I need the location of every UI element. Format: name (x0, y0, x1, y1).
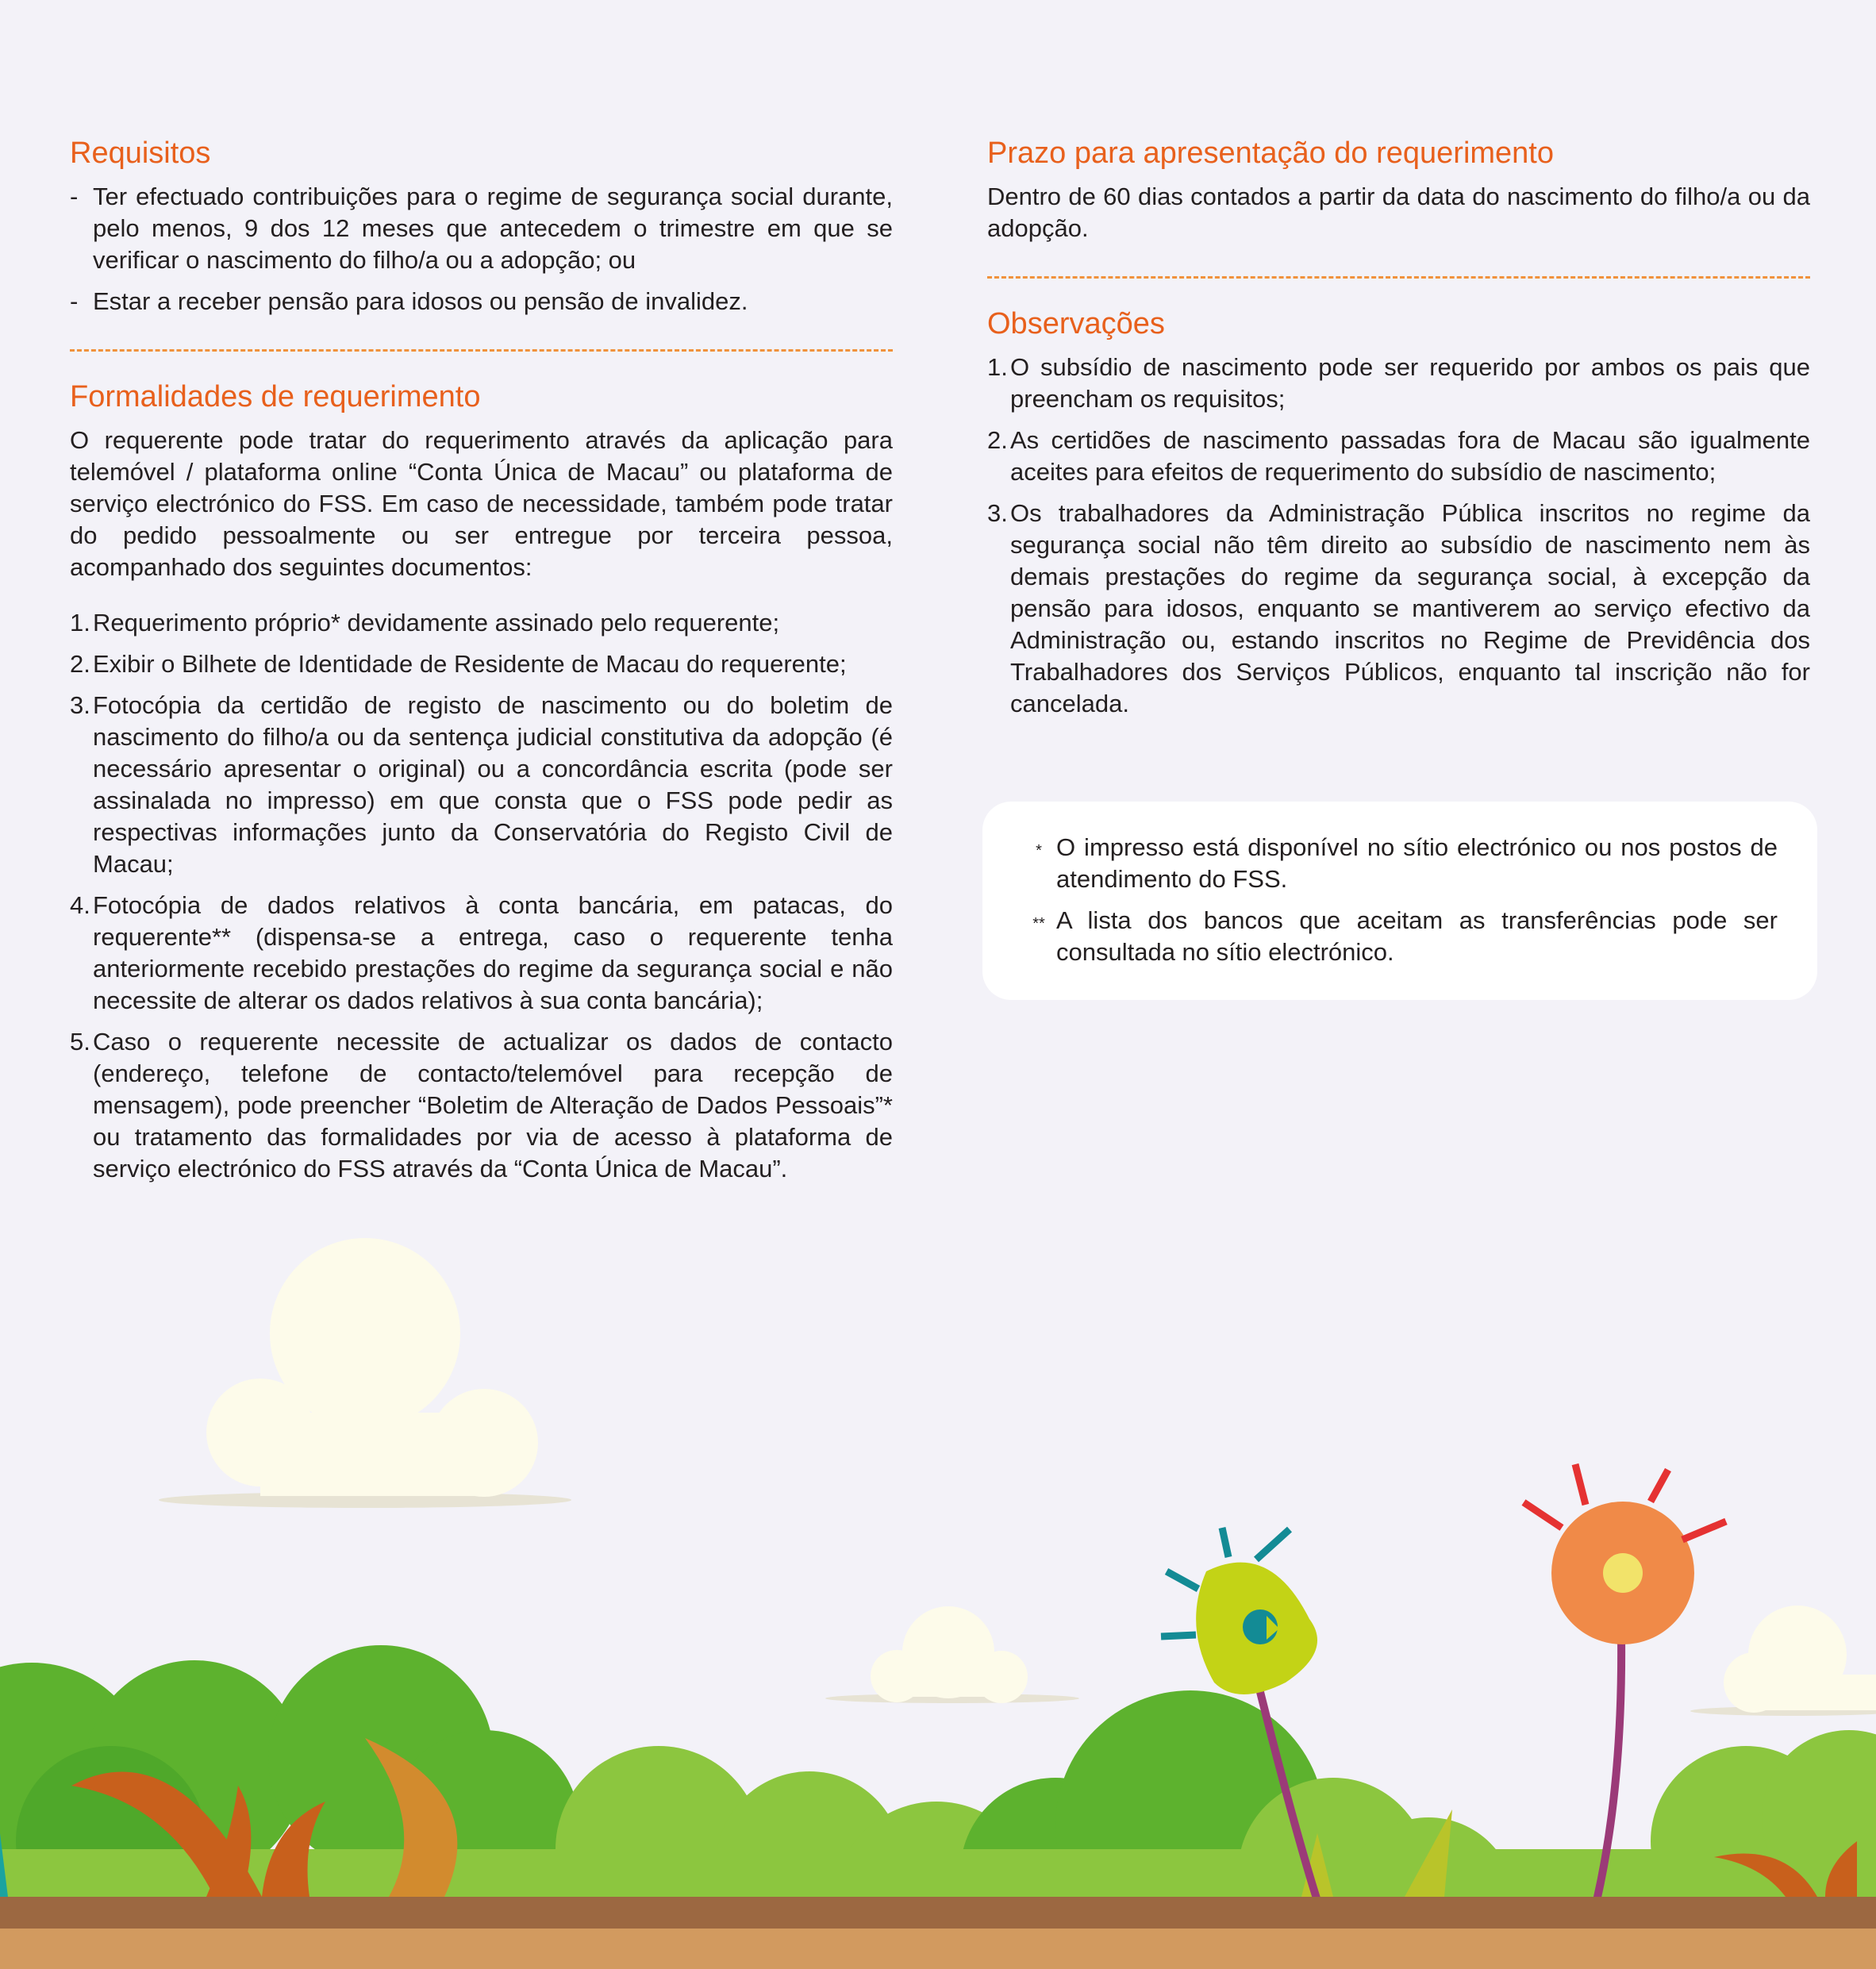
cloud-right (1690, 1606, 1876, 1716)
formalidades-heading: Formalidades de requerimento (70, 380, 481, 413)
observacoes-heading: Observações (987, 307, 1165, 340)
section-formalidades (70, 379, 893, 1185)
ground (0, 1929, 1876, 1969)
list-item: 2. Exibir o Bilhete de Identidade de Residente de Macau do requerente; (70, 650, 847, 678)
list-item: 3. Os trabalhadores da Administração Pública inscritos no regime da segurança social não têm direito ao subsídio de nascimento nem às demais prestações do regime da segurança social, à excepção da pensão para idosos, enquanto se mantiverem ao serviço efectivo da Administração ou, estando inscritos no Regime de Previdência dos Trabalhadores dos Serviços Públicos, enquanto tal inscrição não for cancelada. (987, 499, 1810, 717)
footnotes-box (982, 802, 1817, 1000)
list-item: 5. Caso o requerente necessite de actualizar os dados de contacto (endereço, telefone de contacto/telemóvel para recepção de mensagem), pode preencher “Boletim de Alteração de Dados Pessoais”* ou tratamento das formalidades por via de acesso à plataforma de serviço electrónico do FSS através da “Conta Única de Macau”. (70, 1028, 893, 1183)
section-observacoes (987, 306, 1810, 720)
left-column (70, 135, 893, 1194)
footnotes-list (982, 802, 1817, 968)
flower-lime (1161, 1528, 1317, 1694)
list-item: 4. Fotocópia de dados relativos à conta bancária, em patacas, do requerente** (dispensa-se a entrega, caso o requerente tenha anteriormente recebido prestações do regime da segurança social e não necessite de alterar os dados relativos à sua conta bancária); (70, 891, 893, 1014)
list-item: 1. Requerimento próprio* devidamente assinado pelo requerente; (70, 609, 780, 636)
list-item: - Ter efectuado contribuições para o regime de segurança social durante, pelo menos, 9 dos 12 meses que antecedem o trimestre em que se verificar o nascimento do filho/a ou a adopção; ou (70, 181, 893, 276)
section-divider (987, 276, 1810, 279)
formalidades-intro: O requerente pode tratar do requerimento através da aplicação para telemóvel / plataforma online “Conta Única de Macau” ou plataforma de serviço electrónico do FSS. Em caso de necessidade, também pode tratar do pedido pessoalmente ou ser entregue por terceira pessoa, acompanhado dos seguintes documentos: (70, 426, 893, 581)
observacoes-list (987, 352, 1810, 720)
footnote-item: ** A lista dos bancos que aceitam as transferências pode ser consultada no sítio electrónico. (1032, 906, 1778, 966)
footnote-item: * O impresso está disponível no sítio electrónico ou nos postos de atendimento do FSS. (1036, 833, 1778, 893)
flower-orange (1524, 1464, 1726, 1644)
list-item: 1. O subsídio de nascimento pode ser requerido por ambos os pais que preencham os requisitos; (987, 353, 1810, 413)
prazo-heading: Prazo para apresentação do requerimento (987, 137, 1555, 170)
list-item: 3. Fotocópia da certidão de registo de nascimento ou do boletim de nascimento do filho/a ou da sentença judicial constitutiva da adopção (é necessário apresentar o original) ou a concordância escrita (pode ser assinalada no impresso) em que consta que o FSS pode pedir as respectivas informações junto da Conservatória do Registo Civil de Macau; (70, 691, 893, 878)
requisitos-list (70, 181, 893, 317)
list-item: 2. As certidões de nascimento passadas fora de Macau são igualmente aceites para efeitos de requerimento do subsídio de nascimento; (987, 426, 1810, 486)
section-prazo (987, 135, 1810, 244)
ground-top (0, 1897, 1876, 1929)
section-divider (70, 349, 893, 352)
formalidades-list (70, 607, 893, 1185)
prazo-text: Dentro de 60 dias contados a partir da data do nascimento do filho/a ou da adopção. (987, 183, 1810, 242)
requisitos-heading: Requisitos (70, 137, 211, 170)
cloud-small (825, 1606, 1079, 1703)
list-item: - Estar a receber pensão para idosos ou pensão de invalidez. (70, 286, 893, 317)
right-column (987, 135, 1810, 729)
section-requisitos (70, 135, 893, 317)
cloud-large (159, 1238, 571, 1508)
